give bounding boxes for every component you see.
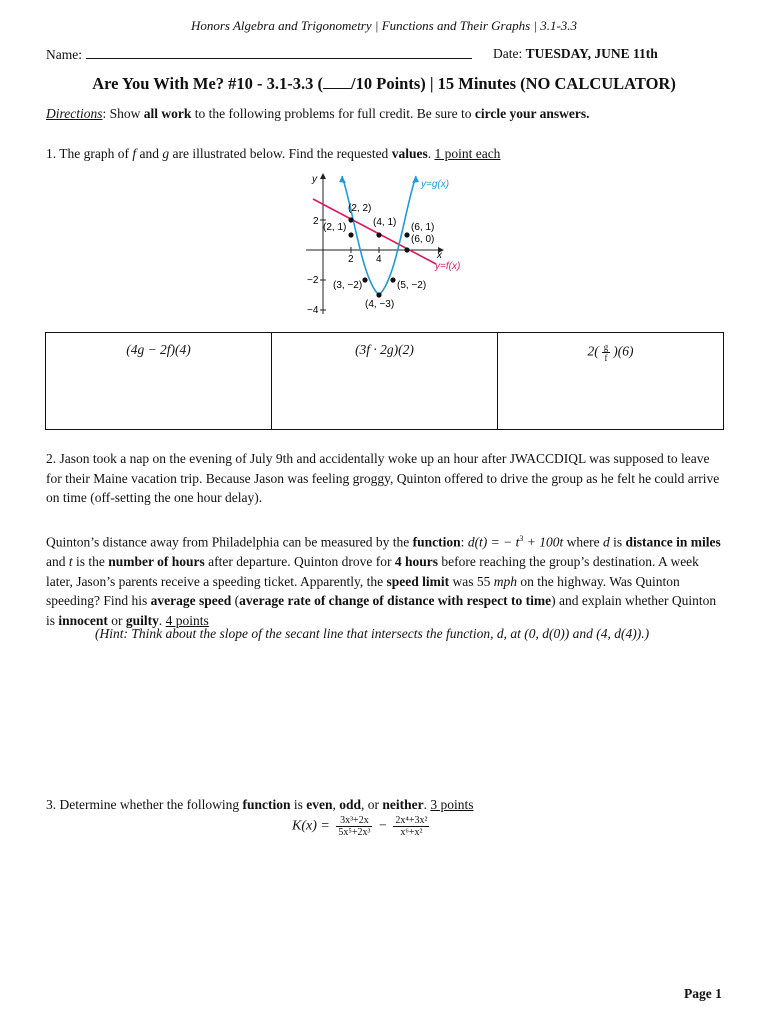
course-header: Honors Algebra and Trigonometry | Functions and Their Graphs | 3.1-3.3 [190, 18, 578, 33]
x-tick: 2 [348, 254, 354, 265]
point-6-0 [404, 247, 409, 252]
quiz-title: Are You With Me? #10 - 3.1-3.3 ( /10 Points) | 15 Minutes (NO CALCULATOR) [92, 74, 676, 93]
points-badge: 1 point each [434, 146, 501, 161]
points-badge: 4 points [165, 612, 209, 628]
y-tick: −4 [307, 305, 319, 316]
points-badge: 3 points [430, 797, 474, 812]
point-label: (3, −2) [333, 280, 363, 291]
question-2-body: Quinton’s distance away from Philadelphia can be measured by the function: d(t) = − $t^3 + 100t$ where d is distance in miles and t is the number of hours after departure. Quinton drove for 4 hours before reaching the group’s destination. A week later, Jason’s parents receive a speeding ticket. Apparently, the speed limit was 55 mph on the highway. Was Quinton speeding? Find his average speed (average rate of change of distance with respect to time) and explain whether Quinton is innocent or guilty. 4 points [46, 534, 721, 628]
point-2-2 [348, 217, 353, 222]
y-axis-label: y [312, 174, 317, 185]
point-label: (4, −3) [365, 299, 395, 310]
k-function-equation: K(x) = $\frac{\text{3x³+2x}}{\text{5x⁵+2x³}}$ − $\frac{\text{2x⁴+3x²}}{\text{x⁶+x²}}$ [292, 815, 428, 838]
x-axis-label: x [437, 250, 442, 261]
point-5-n2 [390, 277, 395, 282]
answer-table [45, 332, 724, 430]
name-line [46, 46, 472, 63]
answer-cell-2[interactable]: (3f · 2g)(2) [272, 333, 498, 430]
point-label: (6, 0) [411, 234, 435, 245]
point-label: (2, 2) [348, 203, 372, 214]
point-label: (5, −2) [397, 280, 427, 291]
f-label: y=f(x) [435, 261, 461, 272]
point-label: (2, 1) [323, 222, 347, 233]
question-2-intro: 2. Jason took a nap on the evening of July 9th and accidentally woke up an hour after JWACCDIQL was supposed to leave for their Maine vacation trip. Because Jason was feeling groggy, Quinton offered to drive the group as he felt he could arrive on time (off-setting the one hour delay). [46, 451, 720, 505]
answer-cell-1[interactable]: (4g − 2f)(4) [46, 333, 272, 430]
point-4-1 [376, 232, 381, 237]
point-4-n3 [376, 292, 381, 297]
x-tick: 4 [376, 254, 382, 265]
score-blank[interactable] [323, 74, 351, 89]
question-1: 1. The graph of f and g are illustrated below. Find the requested values. 1 point each [46, 146, 501, 161]
function-graph [296, 168, 476, 320]
question-3: 3. Determine whether the following function is even, odd, or neither. 3 points [46, 797, 474, 812]
point-label: (6, 1) [411, 222, 435, 233]
name-blank[interactable] [86, 46, 472, 59]
point-2-1 [348, 232, 353, 237]
g-label: y=g(x) [421, 179, 450, 190]
y-tick: −2 [307, 275, 319, 286]
date-value: TUESDAY, JUNE 11th [525, 46, 658, 61]
page-number: Page 1 [684, 986, 722, 1001]
answer-cell-3[interactable]: 2( $\frac{g}{f}$ )(6) [498, 333, 724, 430]
point-label: (4, 1) [373, 217, 397, 228]
date-label: Date: [493, 46, 523, 61]
y-tick: 2 [313, 216, 319, 227]
date-line [493, 46, 658, 62]
directions: Directions: Show all work to the following problems for full credit. Be sure to circle your answers. [46, 106, 590, 121]
hint-text: (Hint: Think about the slope of the secant line that intersects the function, d, at (0, d(0)) and (4, d(4)).) [95, 626, 650, 641]
point-6-1 [404, 232, 409, 237]
name-label: Name: [46, 47, 82, 62]
point-3-n2 [362, 277, 367, 282]
